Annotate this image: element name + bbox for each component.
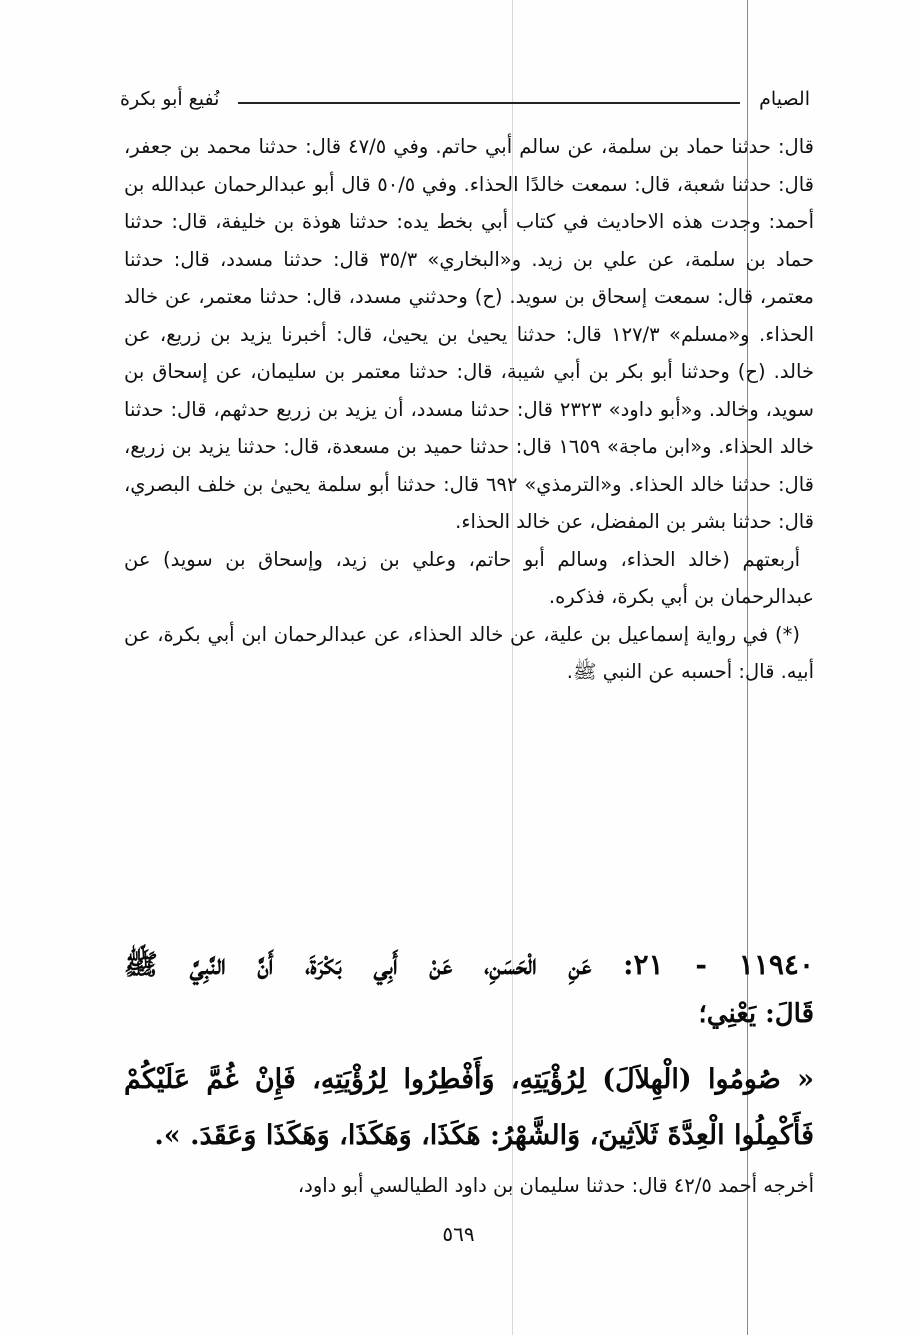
hadith-block — [124, 938, 814, 1164]
takhrij-line: أخرجه أحمد ٤٢/٥ قال: حدثنا سليمان بن داود الطيالسي أبو داود، — [297, 1174, 814, 1197]
hadith-text: « صُومُوا (الْهِلاَلَ) لِرُؤْيَتِهِ، وَأَفْطِرُوا لِرُؤْيَتِهِ، فَإِنْ غُمَّ عَلَيْكُمْ فَأَكْمِلُوا الْعِدَّةَ ثَلاَثِينَ، وَالشَّهْرُ: هَكَذَا، وَهَكَذَا، وَهَكَذَا وَعَقَدَ. ». — [124, 1064, 814, 1151]
paragraph-chains: قال: حدثنا حماد بن سلمة، عن سالم أبي حاتم. وفي ٤٧/٥ قال: حدثنا محمد بن جعفر، قال: حدثنا شعبة، قال: سمعت خالدًا الحذاء. وفي ٥٠/٥ قال أبو عبدالرحمان عبدالله بن أحمد: وجدت هذه الاحاديث في كتاب أبي بخط يده: حدثنا هوذة بن خليفة، قال: حدثنا حماد بن سلمة، عن علي بن زيد. و«البخاري» ٣٥/٣ قال: حدثنا مسدد، قال: حدثنا معتمر، قال: سمعت إسحاق بن سويد. (ح) وحدثني مسدد، قال: حدثنا معتمر، عن خالد الحذاء. و«مسلم» ١٢٧/٣ قال: حدثنا يحيىٰ بن يحيىٰ، قال: أخبرنا يزيد بن زريع، عن خالد. (ح) وحدثنا أبو بكر بن أبي شيبة، قال: حدثنا معتمر بن سليمان، عن إسحاق بن سويد، وخالد. و«أبو داود» ٢٣٢٣ قال: حدثنا مسدد، أن يزيد بن زريع حدثهم، قال: حدثنا خالد الحذاء. و«ابن ماجة» ١٦٥٩ قال: حدثنا حميد بن مسعدة، قال: حدثنا يزيد بن زريع، قال: حدثنا خالد الحذاء. و«الترمذي» ٦٩٢ قال: حدثنا أبو سلمة يحيىٰ بن خلف البصري، قال: حدثنا بشر بن المفضل، عن خالد الحذاء. — [124, 135, 814, 533]
hadith-said: قَالَ: يَعْنِي؛ — [698, 999, 814, 1029]
paragraph-summary: أربعتهم (خالد الحذاء، وسالم أبو حاتم، وعلي بن زيد، وإسحاق بن سويد) عن عبدالرحمان بن أبي بكرة، فذكره. — [124, 547, 814, 608]
body-text — [124, 128, 814, 691]
header-chapter-title: الصيام — [759, 88, 810, 110]
paragraph-note: (*) في رواية إسماعيل بن علية، عن خالد الحذاء، عن عبدالرحمان ابن أبي بكرة، عن أبيه. قال: أحسبه عن النبي ﷺ. — [124, 622, 814, 683]
header-rule — [238, 102, 740, 104]
hadith-heading: ١١٩٤٠ - ٢١: عَنِ الْحَسَنِ، عَنْ أَبِي بَكْرَةَ، أَنَّ النَّبِيَّ ﷺ — [124, 948, 814, 981]
running-header — [120, 80, 810, 120]
header-narrator-title: نُفيع أبو بكرة — [120, 88, 220, 110]
page-number: ٥٦٩ — [442, 1222, 475, 1246]
